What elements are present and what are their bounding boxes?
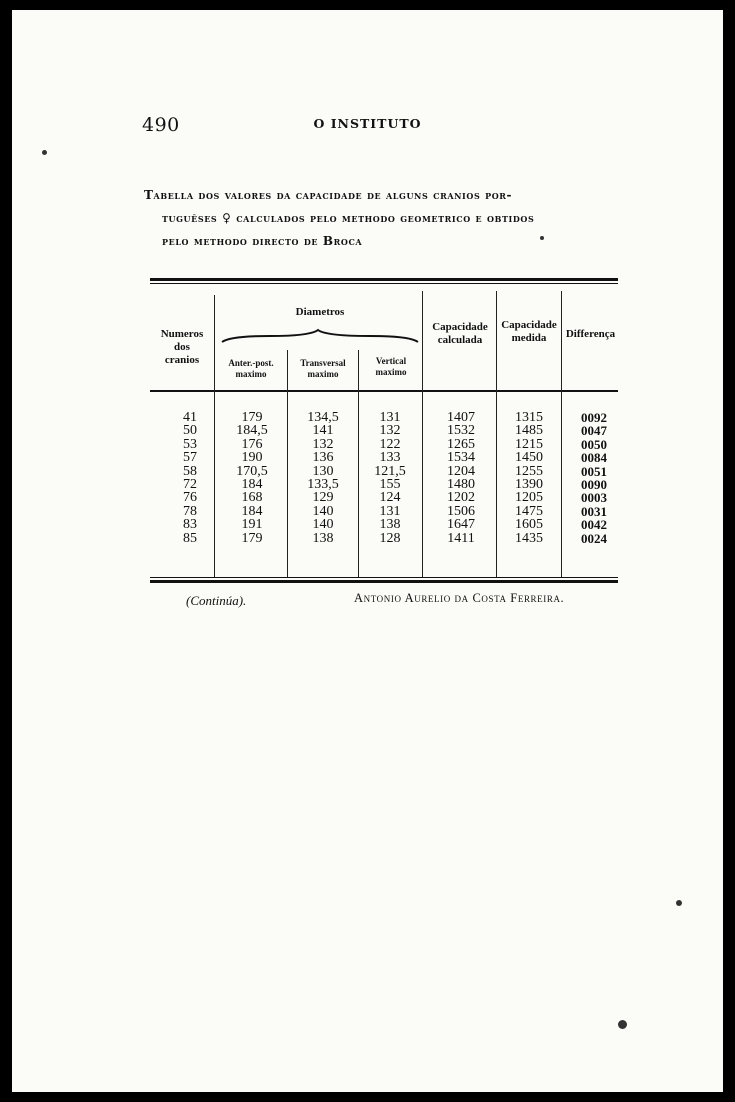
table-cell: 184 [241, 476, 263, 492]
column-calculada [430, 411, 492, 545]
table-cell: 141 [312, 423, 334, 439]
table-cell: 190 [241, 450, 263, 466]
table-cell: 0042 [581, 517, 607, 533]
column-differenca [570, 411, 618, 545]
table-cell: 179 [241, 410, 263, 425]
table-cell: 124 [379, 490, 401, 506]
table-cell: 133 [379, 450, 401, 466]
column-numeros [170, 411, 210, 545]
table-title [144, 184, 622, 253]
header-calculada: Capacidade calculada [432, 321, 488, 346]
table-cell: 1534 [447, 450, 475, 466]
table-cell: 76 [183, 490, 197, 506]
column-medida [500, 411, 558, 545]
title-line: tuguêses ♀ calculados pelo methodo geometrico e obtidos [162, 211, 535, 225]
table-cell: 0092 [581, 410, 607, 425]
header-transversal: Transversal maximo [300, 358, 346, 379]
table-cell: 140 [312, 503, 334, 519]
table-cell: 53 [183, 436, 197, 452]
table-cell: 1407 [447, 410, 475, 425]
table-cell: 1435 [515, 530, 543, 546]
table-cell: 0024 [581, 530, 607, 546]
table-cell: 41 [183, 410, 197, 425]
table-cell: 1390 [515, 476, 543, 492]
top-rule [150, 278, 618, 281]
table-cell: 129 [312, 490, 334, 506]
table-cell: 0050 [581, 436, 607, 452]
table-cell: 155 [379, 476, 401, 492]
table-cell: 130 [312, 463, 334, 479]
table-cell: 1485 [515, 423, 543, 439]
header-vertical: Vertical maximo [375, 356, 407, 377]
column-antero-post [222, 411, 282, 545]
table-cell: 1215 [515, 436, 543, 452]
table-cell: 138 [312, 530, 334, 546]
column-divider [561, 291, 562, 577]
header-medida: Capacidade medida [501, 319, 557, 344]
table-cell: 131 [379, 503, 401, 519]
table-cell: 58 [183, 463, 197, 479]
table-cell: 134,5 [307, 410, 339, 425]
header-antero-post: Anter.-post. maximo [228, 358, 274, 379]
table-cell: 1255 [515, 463, 543, 479]
header-rule [150, 390, 618, 392]
table-cell: 0084 [581, 450, 607, 466]
page-number: 490 [142, 114, 180, 136]
table-cell: 133,5 [307, 476, 339, 492]
table-cell: 0047 [581, 423, 607, 439]
table-cell: 1450 [515, 450, 543, 466]
table-cell: 176 [241, 436, 263, 452]
column-vertical [362, 411, 418, 545]
column-divider [422, 291, 423, 577]
table-cell: 83 [183, 517, 197, 533]
table-cell: 0051 [581, 463, 607, 479]
title-line: pelo methodo directo de Broca [162, 234, 363, 248]
table-cell: 57 [183, 450, 197, 466]
table-cell: 179 [241, 530, 263, 546]
table-cell: 1205 [515, 490, 543, 506]
ink-speck [540, 236, 544, 240]
data-table [150, 278, 618, 588]
column-transversal [292, 411, 354, 545]
table-cell: 1647 [447, 517, 475, 533]
diametros-brace [220, 328, 420, 346]
table-cell: 170,5 [236, 463, 268, 479]
table-cell: 1411 [447, 530, 475, 546]
table-cell: 0003 [581, 490, 607, 506]
table-cell: 191 [241, 517, 263, 533]
column-divider [287, 350, 288, 577]
table-cell: 1204 [447, 463, 475, 479]
continua-note: (Continúa). [186, 593, 247, 608]
table-cell: 184,5 [236, 423, 268, 439]
ink-speck [676, 900, 682, 906]
table-cell: 1506 [447, 503, 475, 519]
header-differenca: Differença [565, 328, 616, 340]
table-cell: 85 [183, 530, 197, 546]
table-cell: 121,5 [374, 463, 406, 479]
table-cell: 1475 [515, 503, 543, 519]
page [12, 10, 723, 1092]
bottom-rule-thin [150, 577, 618, 578]
table-cell: 168 [241, 490, 263, 506]
ink-speck [42, 150, 47, 155]
header-numeros: Numeros dos cranios [160, 328, 204, 366]
table-cell: 1605 [515, 517, 543, 533]
table-cell: 1480 [447, 476, 475, 492]
table-cell: 128 [379, 530, 401, 546]
column-divider [358, 350, 359, 577]
table-cell: 140 [312, 517, 334, 533]
table-cell: 136 [312, 450, 334, 466]
table-cell: 138 [379, 517, 401, 533]
table-cell: 1315 [515, 410, 543, 425]
table-cell: 72 [183, 476, 197, 492]
table-cell: 78 [183, 503, 197, 519]
table-cell: 0090 [581, 476, 607, 492]
table-cell: 50 [183, 423, 197, 439]
table-cell: 132 [312, 436, 334, 452]
table-cell: 1532 [447, 423, 475, 439]
ink-speck [618, 1020, 627, 1029]
table-cell: 1202 [447, 490, 475, 506]
table-cell: 184 [241, 503, 263, 519]
author-signature: Antonio Aurelio da Costa Ferreira. [354, 591, 565, 605]
top-rule-thin [150, 283, 618, 284]
header-diametros: Diametros [295, 306, 345, 318]
table-cell: 1265 [447, 436, 475, 452]
column-divider [214, 295, 215, 577]
table-cell: 131 [379, 410, 401, 425]
running-header: O INSTITUTO [313, 116, 422, 131]
column-divider [496, 291, 497, 577]
bottom-rule [150, 580, 618, 583]
title-line: Tabella dos valores da capacidade de alguns cranios por- [144, 188, 513, 202]
table-cell: 0031 [581, 503, 607, 519]
table-cell: 132 [379, 423, 401, 439]
table-cell: 122 [379, 436, 401, 452]
